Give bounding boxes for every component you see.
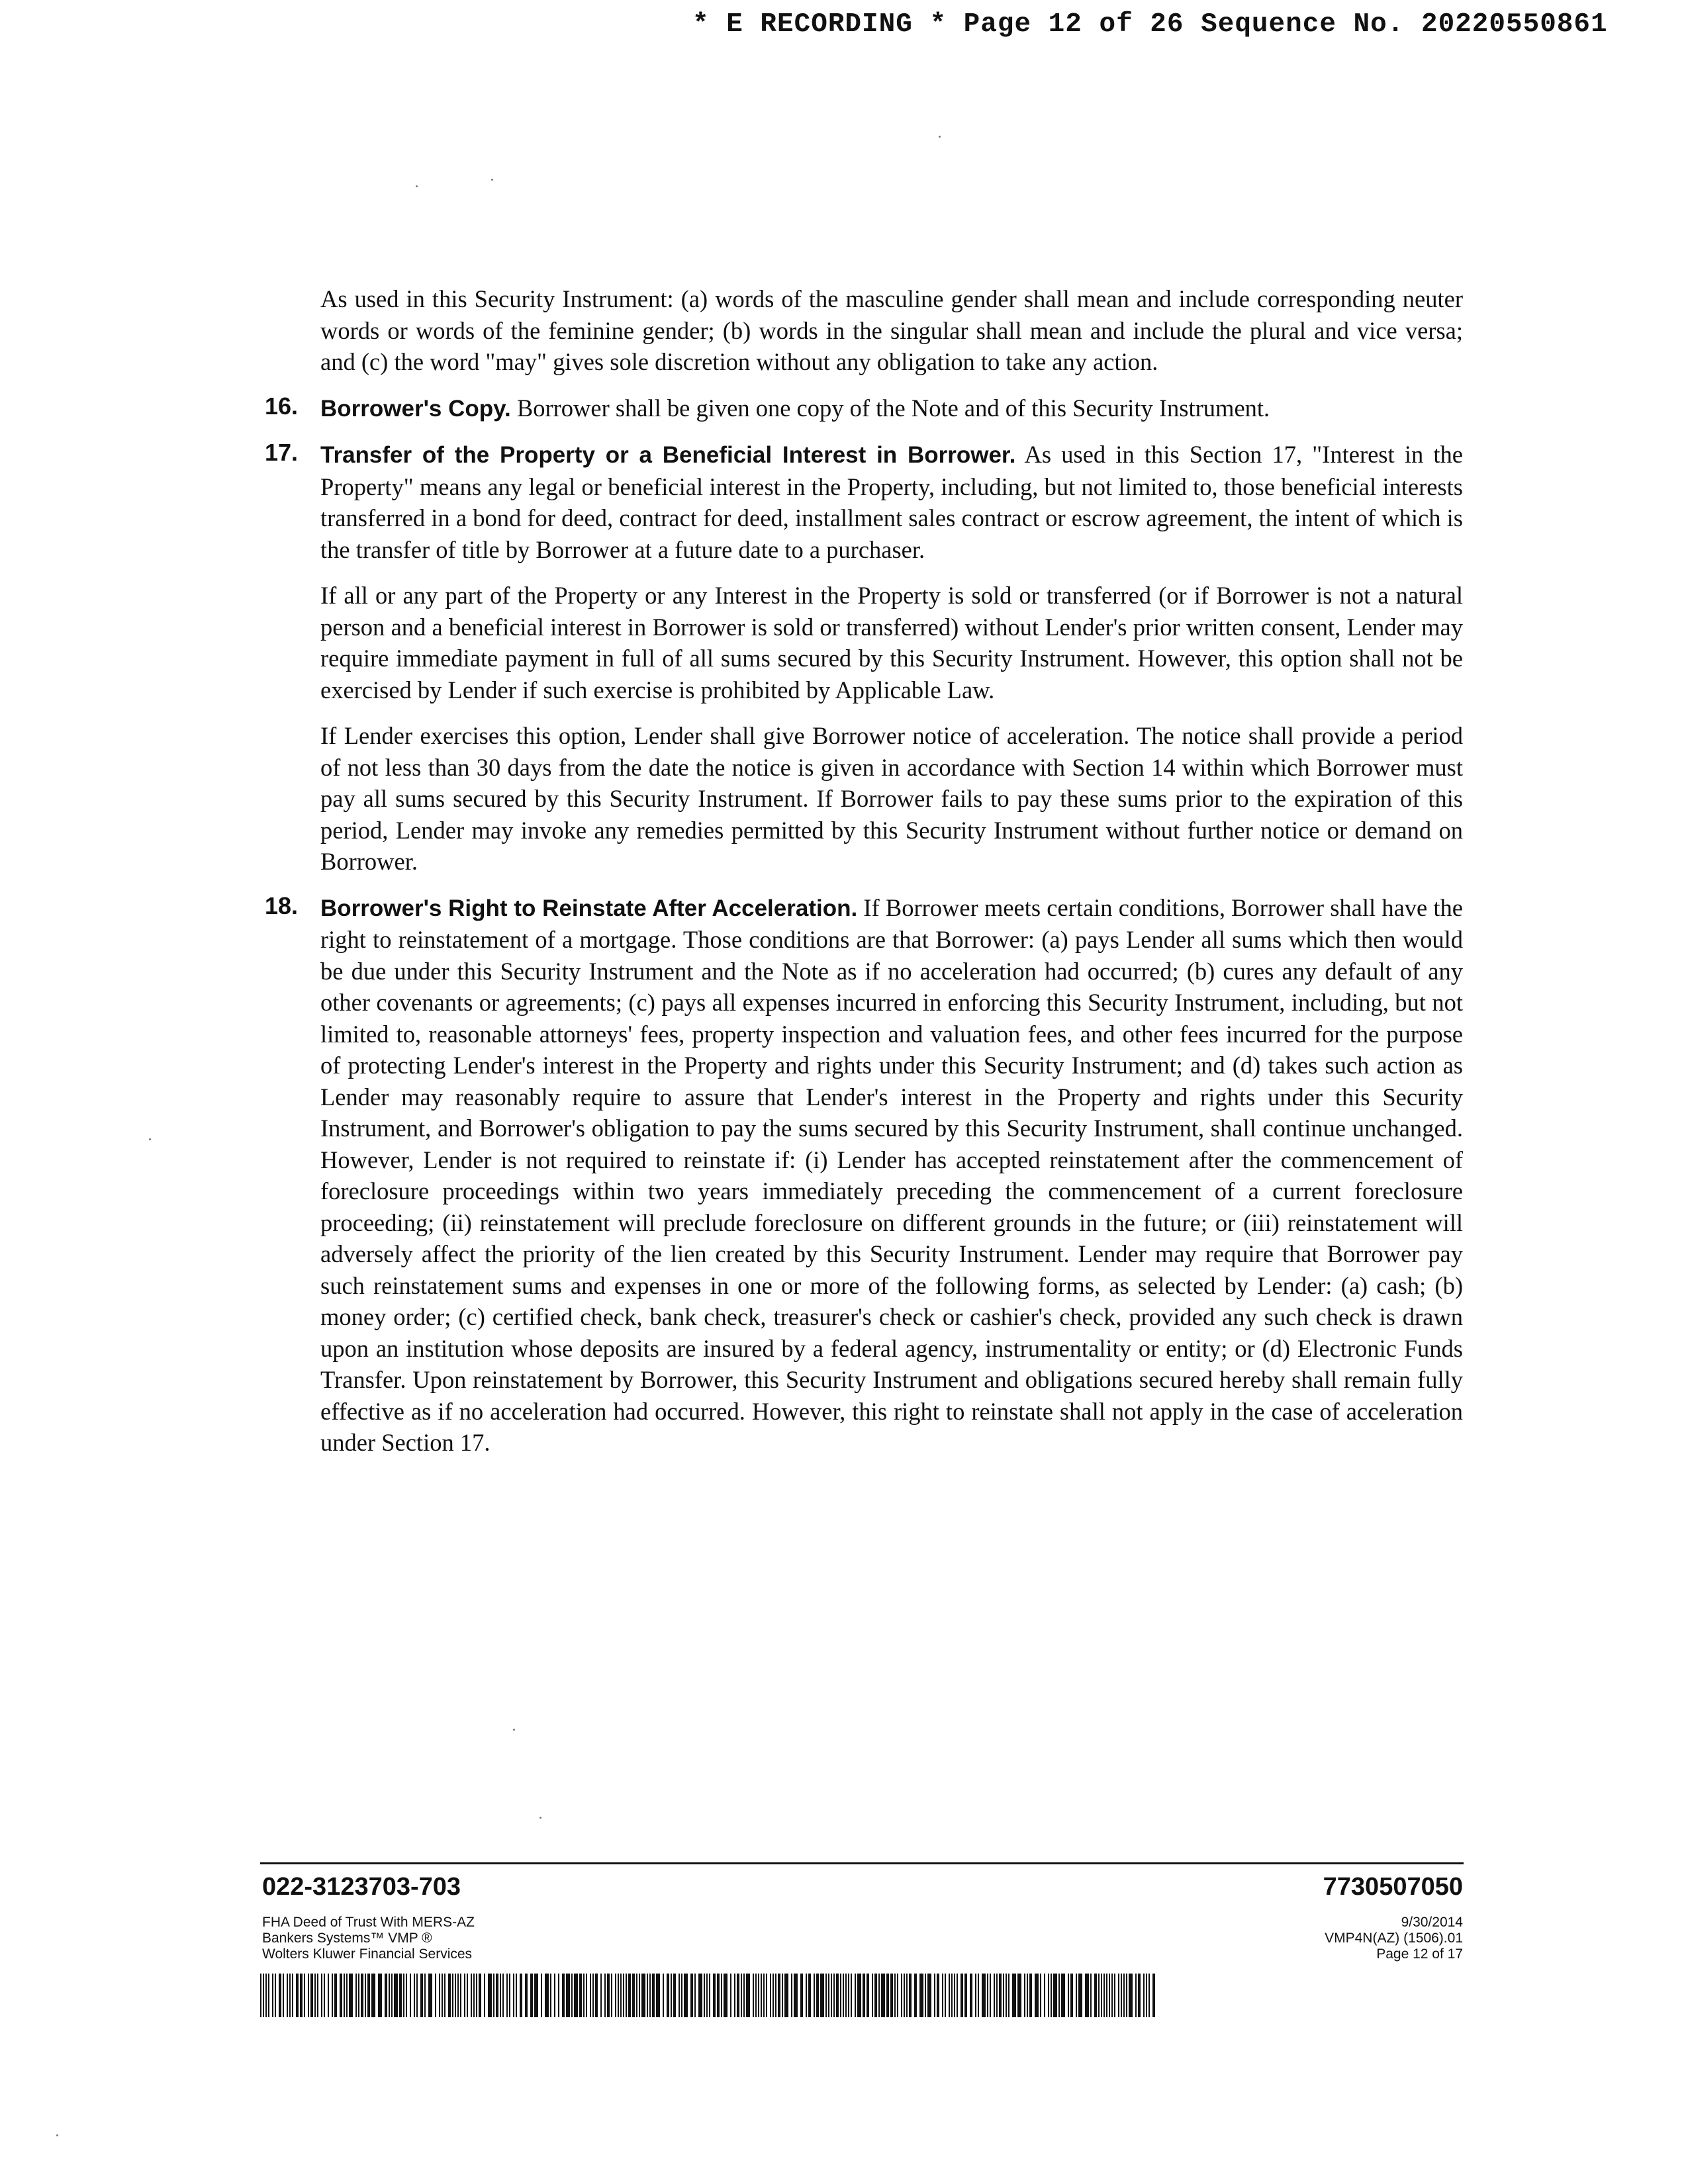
barcode-bar: [520, 1974, 522, 2017]
barcode-bar: [808, 1974, 811, 2017]
barcode-bar: [1118, 1974, 1119, 2017]
barcode-bar: [464, 1974, 465, 2017]
barcode-bar: [289, 1974, 291, 2017]
barcode-bar: [545, 1974, 549, 2017]
section-paragraph: If Lender exercises this option, Lender shall give Borrower notice of acceleration. The notice shall provide a period of not less than 30 days from the date the notice is given in accordance with Section 14 within which Borrower must pay all sums secured by this Security Instrument. If Borrower fails to pay these sums prior to the expiration of this period, Lender may invoke any remedies permitted by this Security Instrument without further notice or demand on Borrower.: [320, 722, 1463, 875]
barcode-bar: [371, 1974, 375, 2017]
section-number: 16.: [265, 392, 299, 420]
barcode-bar: [1029, 1974, 1032, 2017]
section-text: If Borrower meets certain conditions, Borrower shall have the right to reinstatement of a mortgage. Those conditions are that Borrower: (a) pays Lender all sums which then would be due under this Security Instrument and the Note as if no acceleration had occurred; (b) cures any default of any other covenants or agreements; (c) pays all expenses incurred in enforcing this Security Instrument, including, but not limited to, reasonable attorneys' fees, property inspection and valuation fees, and other fees incurred for the purpose of protecting Lender's interest in the Property and rights under this Security Instrument; and (d) takes such action as Lender may reasonably require to assure that Lender's interest in the Property and rights under this Security Instrument, and Borrower's obligation to pay the sums secured by this Security Instrument, shall continue unchanged. However, Lender is not required to reinstate if: (i) Lender has accepted reinstatement after the commencement of foreclosure proceedings within two years immediately preceding the commencement of a current foreclosure proceeding; (ii) reinstatement will preclude foreclosure on different grounds in the future; or (iii) reinstatement will adversely affect the priority of the lien created by this Security Instrument. Lender may require that Borrower pay such reinstatement sums and expenses in one or more of the following forms, as selected by Lender: (a) cash; (b) money order; (c) certified check, bank check, treasurer's check or cashier's check, provided any such check is drawn upon an institution whose deposits are insured by a federal agency, instrumentality or entity; or (d) Electronic Funds Transfer. Upon reinstatement by Borrower, this Security Instrument and obligations secured hereby shall remain fully effective as if no acceleration had occurred. However, this right to reinstate shall not apply in the case of acceleration under Section 17.: [320, 893, 1463, 1456]
barcode-bar: [1051, 1974, 1052, 2017]
barcode-icon: [260, 1974, 1160, 2017]
barcode-bar: [484, 1974, 485, 2017]
scan-speck: [539, 1817, 541, 1819]
barcode-bar: [814, 1974, 815, 2017]
section-text: As used in this Section 17, "Interest in the Property" means any legal or beneficial interest in the Property, including, but not limited to, those beneficial interests transferred in a bond for deed, contract for deed, installment sales contract or escrow agreement, the intent of which is the transfer of title by Borrower at a future date to a purchaser.: [320, 441, 1463, 563]
barcode-bar: [493, 1974, 494, 2017]
footer-divider: [260, 1862, 1464, 1864]
barcode-bar: [367, 1974, 370, 2017]
barcode-bar: [743, 1974, 745, 2017]
barcode-bar: [656, 1974, 660, 2017]
barcode-bar: [272, 1974, 273, 2017]
barcode-bar: [791, 1974, 792, 2017]
barcode-bar: [904, 1974, 905, 2017]
barcode-bar: [365, 1974, 366, 2017]
barcode-bar: [1085, 1974, 1089, 2017]
barcode-bar: [690, 1974, 693, 2017]
barcode-bar: [385, 1974, 387, 2017]
barcode-bar: [970, 1974, 972, 2017]
barcode-bar: [530, 1974, 533, 2017]
barcode-bar: [558, 1974, 559, 2017]
barcode-bar: [987, 1974, 988, 2017]
barcode-bar: [355, 1974, 357, 2017]
barcode-bar: [296, 1974, 299, 2017]
barcode-bar: [863, 1974, 865, 2017]
barcode-bar: [394, 1974, 398, 2017]
scan-speck: [513, 1729, 515, 1731]
barcode-bar: [741, 1974, 742, 2017]
barcode-bar: [794, 1974, 798, 2017]
barcode-bar: [1058, 1974, 1060, 2017]
barcode-bar: [820, 1974, 824, 2017]
barcode-bar: [583, 1974, 585, 2017]
barcode-bar: [706, 1974, 708, 2017]
barcode-bar: [300, 1974, 303, 2017]
barcode-bar: [1076, 1974, 1077, 2017]
barcode-bar: [574, 1974, 578, 2017]
barcode-bar: [1121, 1974, 1122, 2017]
barcode-bar: [287, 1974, 288, 2017]
barcode-bar: [488, 1974, 492, 2017]
barcode-bar: [623, 1974, 624, 2017]
barcode-bar: [698, 1974, 702, 2017]
scan-speck: [149, 1138, 151, 1140]
barcode-bar: [452, 1974, 453, 2017]
form-page-label: Page 12 of 17: [1376, 1946, 1463, 1962]
barcode-bar: [679, 1974, 680, 2017]
barcode-bar: [595, 1974, 598, 2017]
barcode-bar: [332, 1974, 333, 2017]
barcode-bar: [800, 1974, 803, 2017]
barcode-bar: [770, 1974, 771, 2017]
barcode-bar: [825, 1974, 827, 2017]
barcode-bar: [761, 1974, 762, 2017]
barcode-bar: [442, 1974, 443, 2017]
barcode-bar: [1094, 1974, 1097, 2017]
barcode-bar: [1123, 1974, 1125, 2017]
form-date: 9/30/2014: [1401, 1915, 1463, 1930]
form-meta: [1325, 1915, 1463, 1962]
barcode-bar: [671, 1974, 672, 2017]
barcode-bar: [1008, 1974, 1009, 2017]
barcode-bar: [734, 1974, 735, 2017]
barcode-bar: [1152, 1974, 1155, 2017]
barcode-bar: [914, 1974, 917, 2017]
barcode-bar: [378, 1974, 382, 2017]
barcode-bar: [283, 1974, 284, 2017]
barcode-bar: [919, 1974, 923, 2017]
barcode-bar: [509, 1974, 510, 2017]
barcode-bar: [831, 1974, 832, 2017]
barcode-bar: [476, 1974, 477, 2017]
barcode-bar: [867, 1974, 869, 2017]
barcode-bar: [1078, 1974, 1082, 2017]
barcode-bar: [1098, 1974, 1100, 2017]
barcode-bar: [513, 1974, 514, 2017]
barcode-bar: [843, 1974, 844, 2017]
barcode-bar: [857, 1974, 861, 2017]
barcode-bar: [753, 1974, 754, 2017]
barcode-bar: [901, 1974, 902, 2017]
barcode-bar: [828, 1974, 829, 2017]
barcode-bar: [934, 1974, 935, 2017]
barcode-bar: [1003, 1974, 1004, 2017]
barcode-bar: [314, 1974, 316, 2017]
barcode-bar: [268, 1974, 269, 2017]
barcode-bar: [730, 1974, 731, 2017]
barcode-bar: [894, 1974, 896, 2017]
barcode-bar: [455, 1974, 456, 2017]
barcode-bar: [806, 1974, 807, 2017]
barcode-bar: [444, 1974, 445, 2017]
barcode-bar: [816, 1974, 819, 2017]
section-number: 17.: [265, 439, 299, 466]
barcode-bar: [1053, 1974, 1057, 2017]
barcode-bar: [951, 1974, 953, 2017]
barcode-bar: [667, 1974, 669, 2017]
barcode-bar: [424, 1974, 426, 2017]
barcode-bar: [328, 1974, 329, 2017]
barcode-bar: [957, 1974, 958, 2017]
barcode-bar: [1070, 1974, 1073, 2017]
barcode-bar: [937, 1974, 939, 2017]
barcode-bar: [435, 1974, 436, 2017]
barcode-bar: [855, 1974, 856, 2017]
barcode-bar: [473, 1974, 475, 2017]
barcode-bar: [694, 1974, 696, 2017]
intro-paragraph: As used in this Security Instrument: (a) words of the masculine gender shall mean and include corresponding neuter words or words of the feminine gender; (b) words in the singular shall mean and include the plural and vice versa; and (c) the word "may" gives sole discretion without any obligation to take any action.: [320, 285, 1463, 375]
barcode-bar: [439, 1974, 440, 2017]
barcode-bar: [590, 1974, 591, 2017]
barcode-bar: [308, 1974, 309, 2017]
barcode-bar: [763, 1974, 765, 2017]
scan-speck: [56, 2134, 58, 2136]
barcode-bar: [516, 1974, 517, 2017]
scan-speck: [491, 179, 493, 181]
barcode-bar: [260, 1974, 261, 2017]
form-name: FHA Deed of Trust With MERS-AZ: [262, 1915, 475, 1930]
barcode-bar: [681, 1974, 682, 2017]
document-body: [265, 283, 1463, 1459]
barcode-bar: [310, 1974, 313, 2017]
loan-number: 022-3123703-703: [262, 1873, 461, 1901]
barcode-bar: [460, 1974, 461, 2017]
barcode-bar: [502, 1974, 504, 2017]
barcode-bar: [1114, 1974, 1115, 2017]
barcode-bar: [346, 1974, 348, 2017]
barcode-bar: [942, 1974, 943, 2017]
barcode-bar: [1040, 1974, 1041, 2017]
barcode-bar: [389, 1974, 390, 2017]
barcode-bar: [909, 1974, 912, 2017]
barcode-bar: [1006, 1974, 1007, 2017]
barcode-bar: [554, 1974, 555, 2017]
barcode-bar: [773, 1974, 774, 2017]
barcode-bar: [949, 1974, 950, 2017]
barcode-bar: [1135, 1974, 1137, 2017]
barcode-bar: [361, 1974, 363, 2017]
barcode-bar: [340, 1974, 342, 2017]
barcode-bar: [607, 1974, 610, 2017]
barcode-bar: [500, 1974, 501, 2017]
barcode-bar: [961, 1974, 963, 2017]
barcode-bar: [845, 1974, 847, 2017]
form-info: [262, 1915, 475, 1962]
section-text: Borrower shall be given one copy of the Note and of this Security Instrument.: [516, 394, 1270, 422]
barcode-bar: [647, 1974, 648, 2017]
barcode-bar: [709, 1974, 710, 2017]
barcode-bar: [626, 1974, 627, 2017]
barcode-bar: [344, 1974, 345, 2017]
barcode-bar: [881, 1974, 885, 2017]
form-publisher: Wolters Kluwer Financial Services: [262, 1946, 473, 1962]
barcode-bar: [840, 1974, 841, 2017]
barcode-bar: [778, 1974, 780, 2017]
barcode-bar: [721, 1974, 722, 2017]
barcode-bar: [525, 1974, 528, 2017]
barcode-bar: [758, 1974, 759, 2017]
barcode-bar: [717, 1974, 720, 2017]
section-16: [265, 392, 1463, 425]
barcode-bar: [1143, 1974, 1145, 2017]
barcode-bar: [628, 1974, 631, 2017]
barcode-bar: [996, 1974, 998, 2017]
barcode-bar: [428, 1974, 432, 2017]
barcode-bar: [897, 1974, 898, 2017]
barcode-bar: [649, 1974, 651, 2017]
barcode-bar: [592, 1974, 594, 2017]
barcode-bar: [1061, 1974, 1065, 2017]
barcode-bar: [978, 1974, 979, 2017]
barcode-bar: [945, 1974, 946, 2017]
section-heading: Transfer of the Property or a Beneficial Interest in Borrower.: [320, 442, 1016, 468]
section-18: [265, 892, 1463, 1459]
barcode-bar: [652, 1974, 655, 2017]
barcode-bar: [746, 1974, 750, 2017]
barcode-bar: [663, 1974, 664, 2017]
barcode-bar: [755, 1974, 757, 2017]
barcode-bar: [1048, 1974, 1049, 2017]
barcode-bar: [416, 1974, 418, 2017]
barcode-bar: [784, 1974, 788, 2017]
barcode-bar: [1149, 1974, 1150, 2017]
barcode-bar: [479, 1974, 481, 2017]
barcode-bar: [890, 1974, 893, 2017]
barcode-bar: [414, 1974, 415, 2017]
barcode-bar: [349, 1974, 353, 2017]
barcode-bar: [632, 1974, 635, 2017]
barcode-bar: [279, 1974, 281, 2017]
barcode-bar: [324, 1974, 325, 2017]
min-number: 7730507050: [1323, 1873, 1463, 1901]
barcode-bar: [724, 1974, 727, 2017]
barcode-bar: [737, 1974, 739, 2017]
barcode-bar: [1024, 1974, 1025, 2017]
barcode-bar: [471, 1974, 472, 2017]
barcode-bar: [775, 1974, 776, 2017]
barcode-bar: [1126, 1974, 1127, 2017]
barcode-bar: [334, 1974, 337, 2017]
barcode-bar: [766, 1974, 767, 2017]
barcode-bar: [496, 1974, 498, 2017]
section-paragraph: If all or any part of the Property or any Interest in the Property is sold or transferred (or if Borrower is not a natural person and a beneficial interest in Borrower is sold or transferred) without Lender's prior written consent, Lender may require immediate payment in full of all sums secured by this Security Instrument. However, this option shall not be exercised by Lender if such exercise is prohibited by Applicable Law.: [320, 582, 1463, 704]
scan-speck: [416, 185, 418, 187]
barcode-bar: [641, 1974, 645, 2017]
barcode-bar: [467, 1974, 468, 2017]
barcode-bar: [713, 1974, 716, 2017]
barcode-bar: [999, 1974, 1002, 2017]
barcode-bar: [1090, 1974, 1092, 2017]
barcode-bar: [906, 1974, 908, 2017]
barcode-bar: [399, 1974, 402, 2017]
barcode-bar: [848, 1974, 849, 2017]
barcode-bar: [782, 1974, 783, 2017]
barcode-bar: [878, 1974, 880, 2017]
barcode-bar: [410, 1974, 411, 2017]
section-paragraph: [265, 392, 1463, 425]
barcode-bar: [1035, 1974, 1039, 2017]
barcode-bar: [391, 1974, 393, 2017]
barcode-bar: [321, 1974, 322, 2017]
barcode-bar: [836, 1974, 839, 2017]
barcode-bar: [541, 1974, 542, 2017]
barcode-bar: [925, 1974, 926, 2017]
barcode-bar: [684, 1974, 688, 2017]
barcode-bar: [1012, 1974, 1016, 2017]
barcode-bar: [420, 1974, 423, 2017]
barcode-bar: [358, 1974, 359, 2017]
barcode-bar: [1101, 1974, 1102, 2017]
section-heading: Borrower's Copy.: [320, 395, 511, 422]
barcode-bar: [263, 1974, 264, 2017]
barcode-bar: [990, 1974, 991, 2017]
barcode-bar: [406, 1974, 407, 2017]
barcode-bar: [579, 1974, 582, 2017]
barcode-bar: [566, 1974, 570, 2017]
barcode-bar: [586, 1974, 587, 2017]
barcode-bar: [1109, 1974, 1110, 2017]
barcode-bar: [954, 1974, 955, 2017]
barcode-bar: [975, 1974, 976, 2017]
section-number: 18.: [265, 891, 299, 919]
barcode-bar: [1111, 1974, 1113, 2017]
barcode-bar: [704, 1974, 705, 2017]
barcode-bar: [964, 1974, 967, 2017]
barcode-bar: [317, 1974, 318, 2017]
barcode-bar: [1146, 1974, 1147, 2017]
barcode-bar: [1138, 1974, 1141, 2017]
section-17: [265, 439, 1463, 878]
barcode-bar: [615, 1974, 616, 2017]
scan-speck: [939, 136, 941, 138]
recording-stamp: * E RECORDING * Page 12 of 26 Sequence No. 20220550861: [692, 9, 1608, 40]
barcode-bar: [1103, 1974, 1105, 2017]
barcode-bar: [673, 1974, 676, 2017]
barcode-bar: [872, 1974, 873, 2017]
barcode-bar: [1017, 1974, 1021, 2017]
barcode-bar: [1027, 1974, 1028, 2017]
barcode-bar: [457, 1974, 459, 2017]
barcode-bar: [620, 1974, 622, 2017]
barcode-bar: [851, 1974, 852, 2017]
barcode-bar: [1106, 1974, 1107, 2017]
section-paragraph: [265, 892, 1463, 1459]
barcode-bar: [448, 1974, 451, 2017]
barcode-bar: [1044, 1974, 1045, 2017]
barcode-bar: [506, 1974, 508, 2017]
barcode-bar: [403, 1974, 404, 2017]
barcode-bar: [874, 1974, 877, 2017]
barcode-bar: [1129, 1974, 1133, 2017]
form-vendor: Bankers Systems™ VMP ®: [262, 1931, 432, 1946]
barcode-bar: [833, 1974, 835, 2017]
form-code: VMP4N(AZ) (1506).01: [1325, 1931, 1463, 1946]
barcode-bar: [292, 1974, 293, 2017]
barcode-bar: [571, 1974, 573, 2017]
barcode-bar: [639, 1974, 640, 2017]
barcode-bar: [636, 1974, 637, 2017]
barcode-bar: [927, 1974, 931, 2017]
barcode-bar: [604, 1974, 606, 2017]
barcode-bar: [304, 1974, 305, 2017]
barcode-bar: [550, 1974, 551, 2017]
barcode-bar: [562, 1974, 565, 2017]
barcode-bar: [534, 1974, 538, 2017]
barcode-bar: [275, 1974, 276, 2017]
barcode-bar: [994, 1974, 995, 2017]
barcode-bar: [982, 1974, 986, 2017]
barcode-bar: [1068, 1974, 1069, 2017]
barcode-bar: [600, 1974, 602, 2017]
section-paragraph: [265, 439, 1463, 565]
barcode-bar: [618, 1974, 619, 2017]
barcode-bar: [265, 1974, 267, 2017]
barcode-bar: [886, 1974, 889, 2017]
section-heading: Borrower's Right to Reinstate After Acceleration.: [320, 895, 858, 921]
barcode-bar: [611, 1974, 612, 2017]
